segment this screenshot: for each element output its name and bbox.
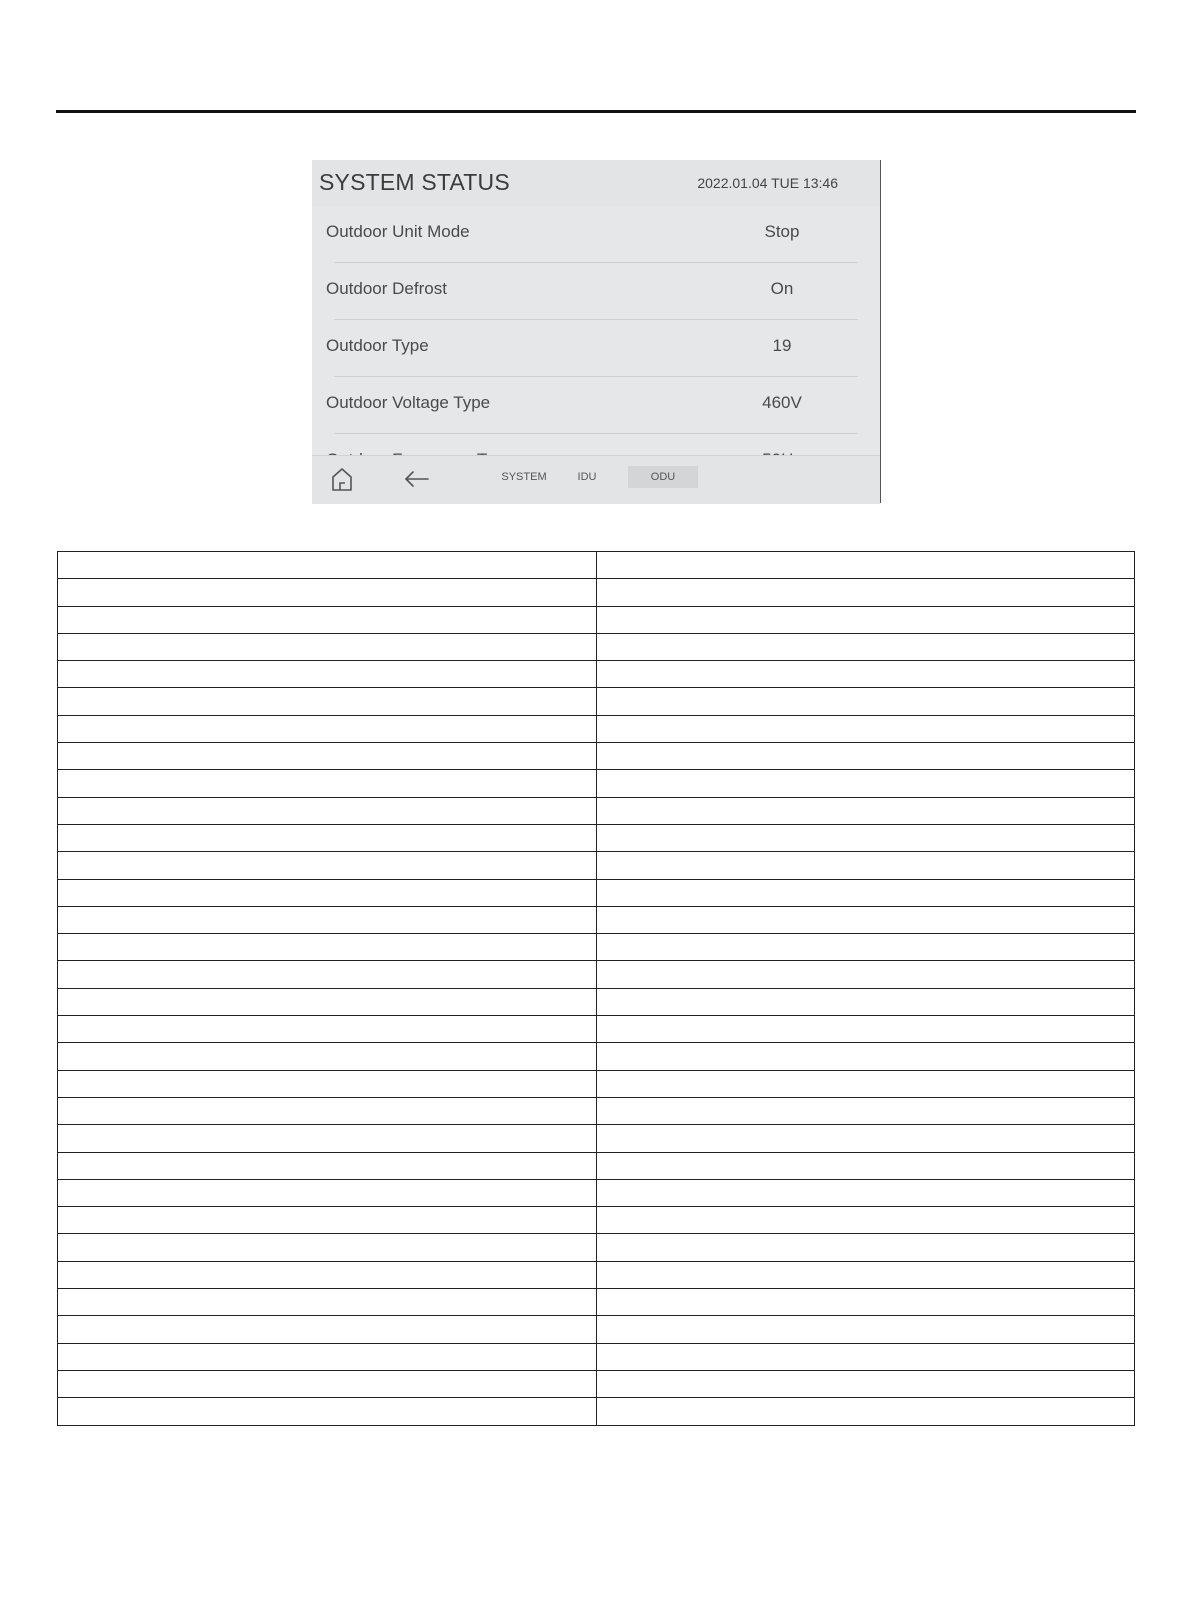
table-row (58, 1343, 1135, 1370)
table-cell (596, 552, 1135, 579)
status-value: 460V (762, 393, 802, 412)
table-cell (58, 934, 597, 961)
table-cell (596, 770, 1135, 797)
status-value: On (770, 279, 794, 298)
table-cell (596, 579, 1135, 606)
table-cell (58, 633, 597, 660)
table-row (58, 988, 1135, 1015)
table-row (58, 1043, 1135, 1070)
status-label: Outdoor Unit Mode (326, 222, 470, 241)
table-cell (58, 688, 597, 715)
table-row (58, 688, 1135, 715)
table-row (58, 906, 1135, 933)
table-cell (58, 1370, 597, 1397)
table-cell (596, 1343, 1135, 1370)
table-cell (58, 1179, 597, 1206)
table-cell (58, 1234, 597, 1261)
table-cell (58, 1343, 597, 1370)
table-row (58, 1316, 1135, 1343)
table-row (58, 1398, 1135, 1425)
system-status-screen (312, 160, 881, 503)
table-row (58, 824, 1135, 851)
table-cell (58, 1261, 597, 1288)
table-cell (596, 1207, 1135, 1234)
status-row-outdoor-defrost (312, 263, 880, 320)
bottom-nav-bar (312, 455, 880, 504)
table-row (58, 1261, 1135, 1288)
table-cell (58, 797, 597, 824)
table-cell (596, 852, 1135, 879)
table-cell (58, 579, 597, 606)
home-button[interactable] (327, 464, 357, 494)
table-cell (58, 879, 597, 906)
screen-header (312, 160, 880, 206)
table-cell (596, 606, 1135, 633)
blank-table (57, 551, 1135, 1426)
table-cell (58, 1316, 597, 1343)
status-value: Stop (764, 222, 800, 241)
table-cell (596, 1316, 1135, 1343)
status-value: 19 (772, 336, 792, 355)
status-row-outdoor-unit-mode (312, 206, 880, 263)
back-button[interactable] (402, 464, 432, 494)
table-cell (596, 906, 1135, 933)
table-row (58, 1070, 1135, 1097)
table-cell (58, 606, 597, 633)
table-row (58, 1234, 1135, 1261)
tab-odu[interactable]: ODU (628, 466, 698, 488)
table-row (58, 715, 1135, 742)
back-arrow-icon (402, 464, 432, 494)
table-cell (58, 715, 597, 742)
table-cell (58, 961, 597, 988)
table-cell (596, 1070, 1135, 1097)
table-cell (596, 743, 1135, 770)
table-row (58, 1289, 1135, 1316)
tab-idu[interactable]: IDU (577, 471, 597, 483)
table-cell (58, 552, 597, 579)
table-row (58, 961, 1135, 988)
table-cell (58, 988, 597, 1015)
table-row (58, 1179, 1135, 1206)
table-cell (596, 961, 1135, 988)
table-cell (58, 1070, 597, 1097)
table-row (58, 579, 1135, 606)
status-label: Outdoor Type (326, 336, 429, 355)
table-cell (596, 1016, 1135, 1043)
table-row (58, 1207, 1135, 1234)
table-cell (58, 661, 597, 688)
table-cell (58, 1207, 597, 1234)
table-cell (596, 879, 1135, 906)
table-cell (596, 1261, 1135, 1288)
table-cell (596, 1152, 1135, 1179)
status-label: Outdoor Defrost (326, 279, 447, 298)
table-body (58, 552, 1135, 1426)
table-cell (596, 1097, 1135, 1124)
status-row-outdoor-type (312, 320, 880, 377)
table-cell (58, 1016, 597, 1043)
table-row (58, 879, 1135, 906)
table-row (58, 1152, 1135, 1179)
table-cell (58, 1152, 597, 1179)
table-row (58, 1097, 1135, 1124)
table-cell (596, 1370, 1135, 1397)
table-cell (58, 1289, 597, 1316)
table-cell (58, 1398, 597, 1425)
datetime-readout: 2022.01.04 TUE 13:46 (697, 175, 838, 191)
table-cell (596, 1179, 1135, 1206)
page-title: SYSTEM STATUS (319, 169, 510, 195)
table-cell (596, 1043, 1135, 1070)
table-cell (596, 1289, 1135, 1316)
table-row (58, 552, 1135, 579)
table-cell (596, 661, 1135, 688)
table-row (58, 606, 1135, 633)
table-row (58, 797, 1135, 824)
table-row (58, 743, 1135, 770)
tab-system[interactable]: SYSTEM (501, 471, 547, 483)
table-cell (596, 633, 1135, 660)
table-row (58, 934, 1135, 961)
status-row-outdoor-voltage-type (312, 377, 880, 434)
table-cell (596, 988, 1135, 1015)
table-cell (58, 1125, 597, 1152)
table-row (58, 1125, 1135, 1152)
table-row (58, 1370, 1135, 1397)
table-cell (596, 934, 1135, 961)
table-cell (58, 906, 597, 933)
status-list[interactable] (312, 206, 880, 455)
table-cell (58, 824, 597, 851)
table-cell (58, 743, 597, 770)
table-row (58, 770, 1135, 797)
table-row (58, 633, 1135, 660)
table-cell (596, 797, 1135, 824)
table-row (58, 1016, 1135, 1043)
status-label: Outdoor Voltage Type (326, 393, 491, 412)
table-cell (596, 1234, 1135, 1261)
table-cell (58, 1043, 597, 1070)
table-cell (58, 852, 597, 879)
home-icon (327, 464, 357, 494)
top-rule (56, 110, 1136, 113)
table-cell (596, 715, 1135, 742)
table-cell (596, 1125, 1135, 1152)
table-cell (596, 688, 1135, 715)
table-cell (596, 824, 1135, 851)
table-row (58, 852, 1135, 879)
table-cell (596, 1398, 1135, 1425)
table-cell (58, 1097, 597, 1124)
table-row (58, 661, 1135, 688)
table-cell (58, 770, 597, 797)
